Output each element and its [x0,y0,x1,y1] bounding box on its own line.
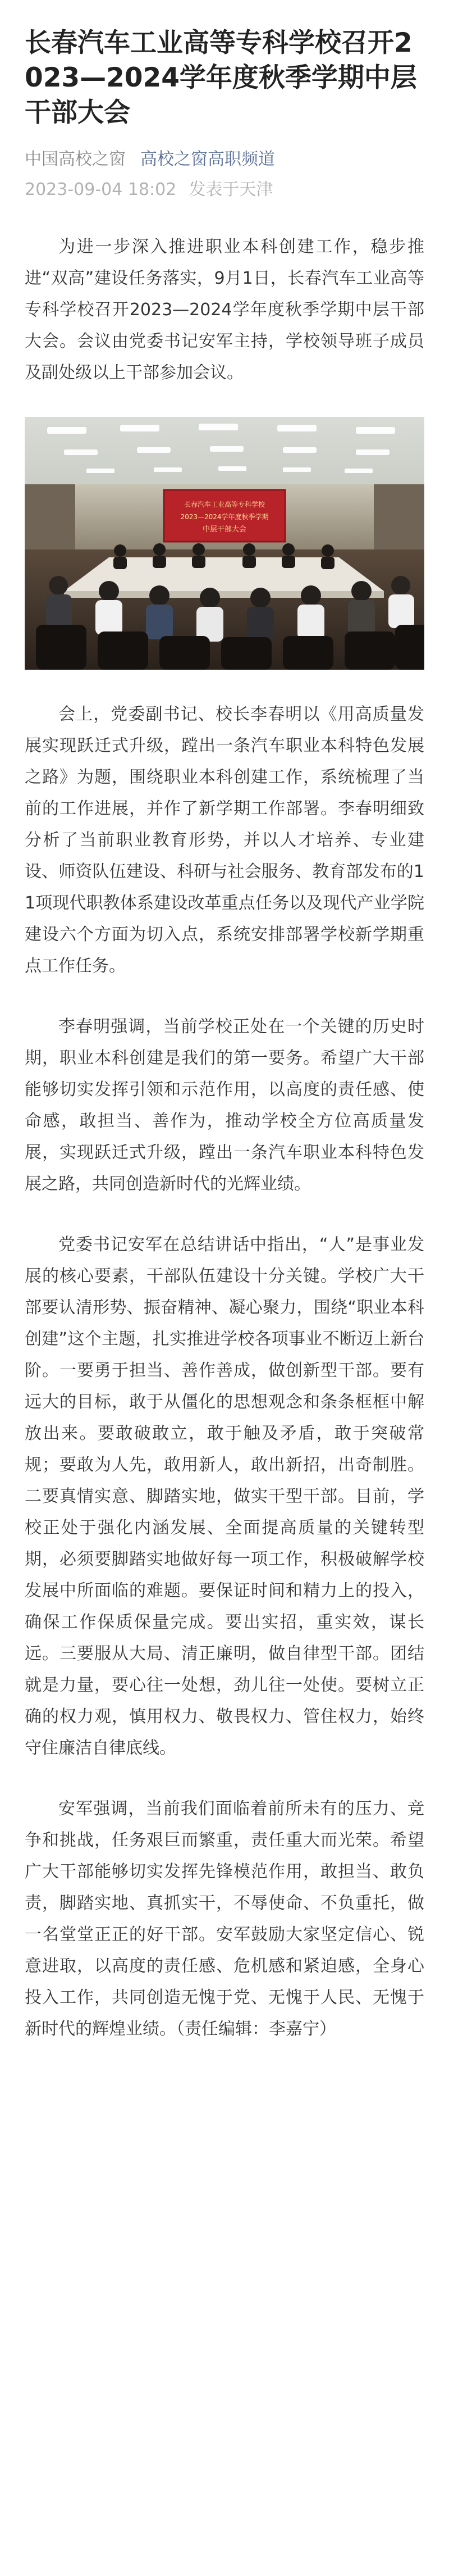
article-meta [25,147,424,172]
publish-time: 2023-09-04 18:02 [25,180,177,199]
svg-text:2023—2024学年度秋季学期: 2023—2024学年度秋季学期 [180,513,269,521]
article-title: 长春汽车工业高等专科学校召开2023—2024学年度秋季学期中层干部大会 [25,28,417,128]
article-date-line [25,178,424,202]
channel-link[interactable]: 高校之窗高职频道 [140,149,275,169]
publish-location: 发表于天津 [189,180,273,199]
article-paragraph-5: 安军强调，当前我们面临着前所未有的压力、竞争和挑战，任务艰巨而繁重，责任重大而光荣。希望广大干部能够切实发挥先锋模范作用，敢担当、敢负责，脚踏实地、真抓实干，不辱使命、不负重托，做一名堂堂正正的好干部。安军鼓励大家坚定信心、锐意进取，以高度的责任感、危机感和紧迫感，全身心投入工作，共同创造无愧于党、无愧于人民、无愧于新时代的辉煌业绩。（责任编辑：李嘉宁） [25,1799,424,2039]
svg-text:中层干部大会: 中层干部大会 [202,525,247,534]
article-source: 中国高校之窗 [25,149,126,169]
article-paragraph-2: 会上，党委副书记、校长李春明以《用高质量发展实现跃迁式升级，蹚出一条汽车职业本科特色发展之路》为题，围绕职业本科创建工作，系统梳理了当前的工作进展，并作了新学期工作部署。李春明细致分析了当前职业教育形势，并以人才培养、专业建设、师资队伍建设、科研与社会服务、教育部发布的11项现代职教体系建设改革重点任务以及现代产业学院建设六个方面为切入点，系统安排部署学校新学期重点工作任务。 [25,705,424,976]
article-paragraph-4: 党委书记安军在总结讲话中指出，“人”是事业发展的核心要素，干部队伍建设十分关键。学校广大干部要认清形势、振奋精神、凝心聚力，围绕“职业本科创建”这个主题，扎实推进学校各项事业不断迈上新台阶。一要勇于担当、善作善成，做创新型干部。要有远大的目标，敢于从僵化的思想观念和条条框框中解放出来。要敢破敢立，敢于触及矛盾，敢于突破常规；要敢为人先，敢用新人，敢出新招，出奇制胜。二要真情实意、脚踏实地，做实干型干部。目前，学校正处于强化内涵发展、全面提高质量的关键转型期，必须要脚踏实地做好每一项工作，积极破解学校发展中所面临的难题。要保证时间和精力上的投入，确保工作保质保量完成。要出实招，重实效，谋长远。三要服从大局、清正廉明，做自律型干部。团结就是力量，要心往一处想，劲儿往一处使。要树立正确的权力观，慎用权力、敬畏权力、管住权力，始终守住廉洁自律底线。 [25,1235,424,1758]
meeting-photo [25,417,424,670]
svg-text:长春汽车工业高等专科学校: 长春汽车工业高等专科学校 [184,501,265,508]
article-paragraph-1: 为进一步深入推进职业本科创建工作，稳步推进“双高”建设任务落实，9月1日，长春汽车工业高等专科学校召开2023—2024学年度秋季学期中层干部大会。会议由党委书记安军主持，学校领导班子成员及副处级以上干部参加会议。 [25,237,424,383]
article-paragraph-3: 李春明强调，当前学校正处在一个关键的历史时期，职业本科创建是我们的第一要务。希望广大干部能够切实发挥引领和示范作用，以高度的责任感、使命感，敢担当、善作为，推动学校全方位高质量发展，实现跃迁式升级，蹚出一条汽车职业本科特色发展之路，共同创造新时代的光辉业绩。 [25,1017,424,1194]
